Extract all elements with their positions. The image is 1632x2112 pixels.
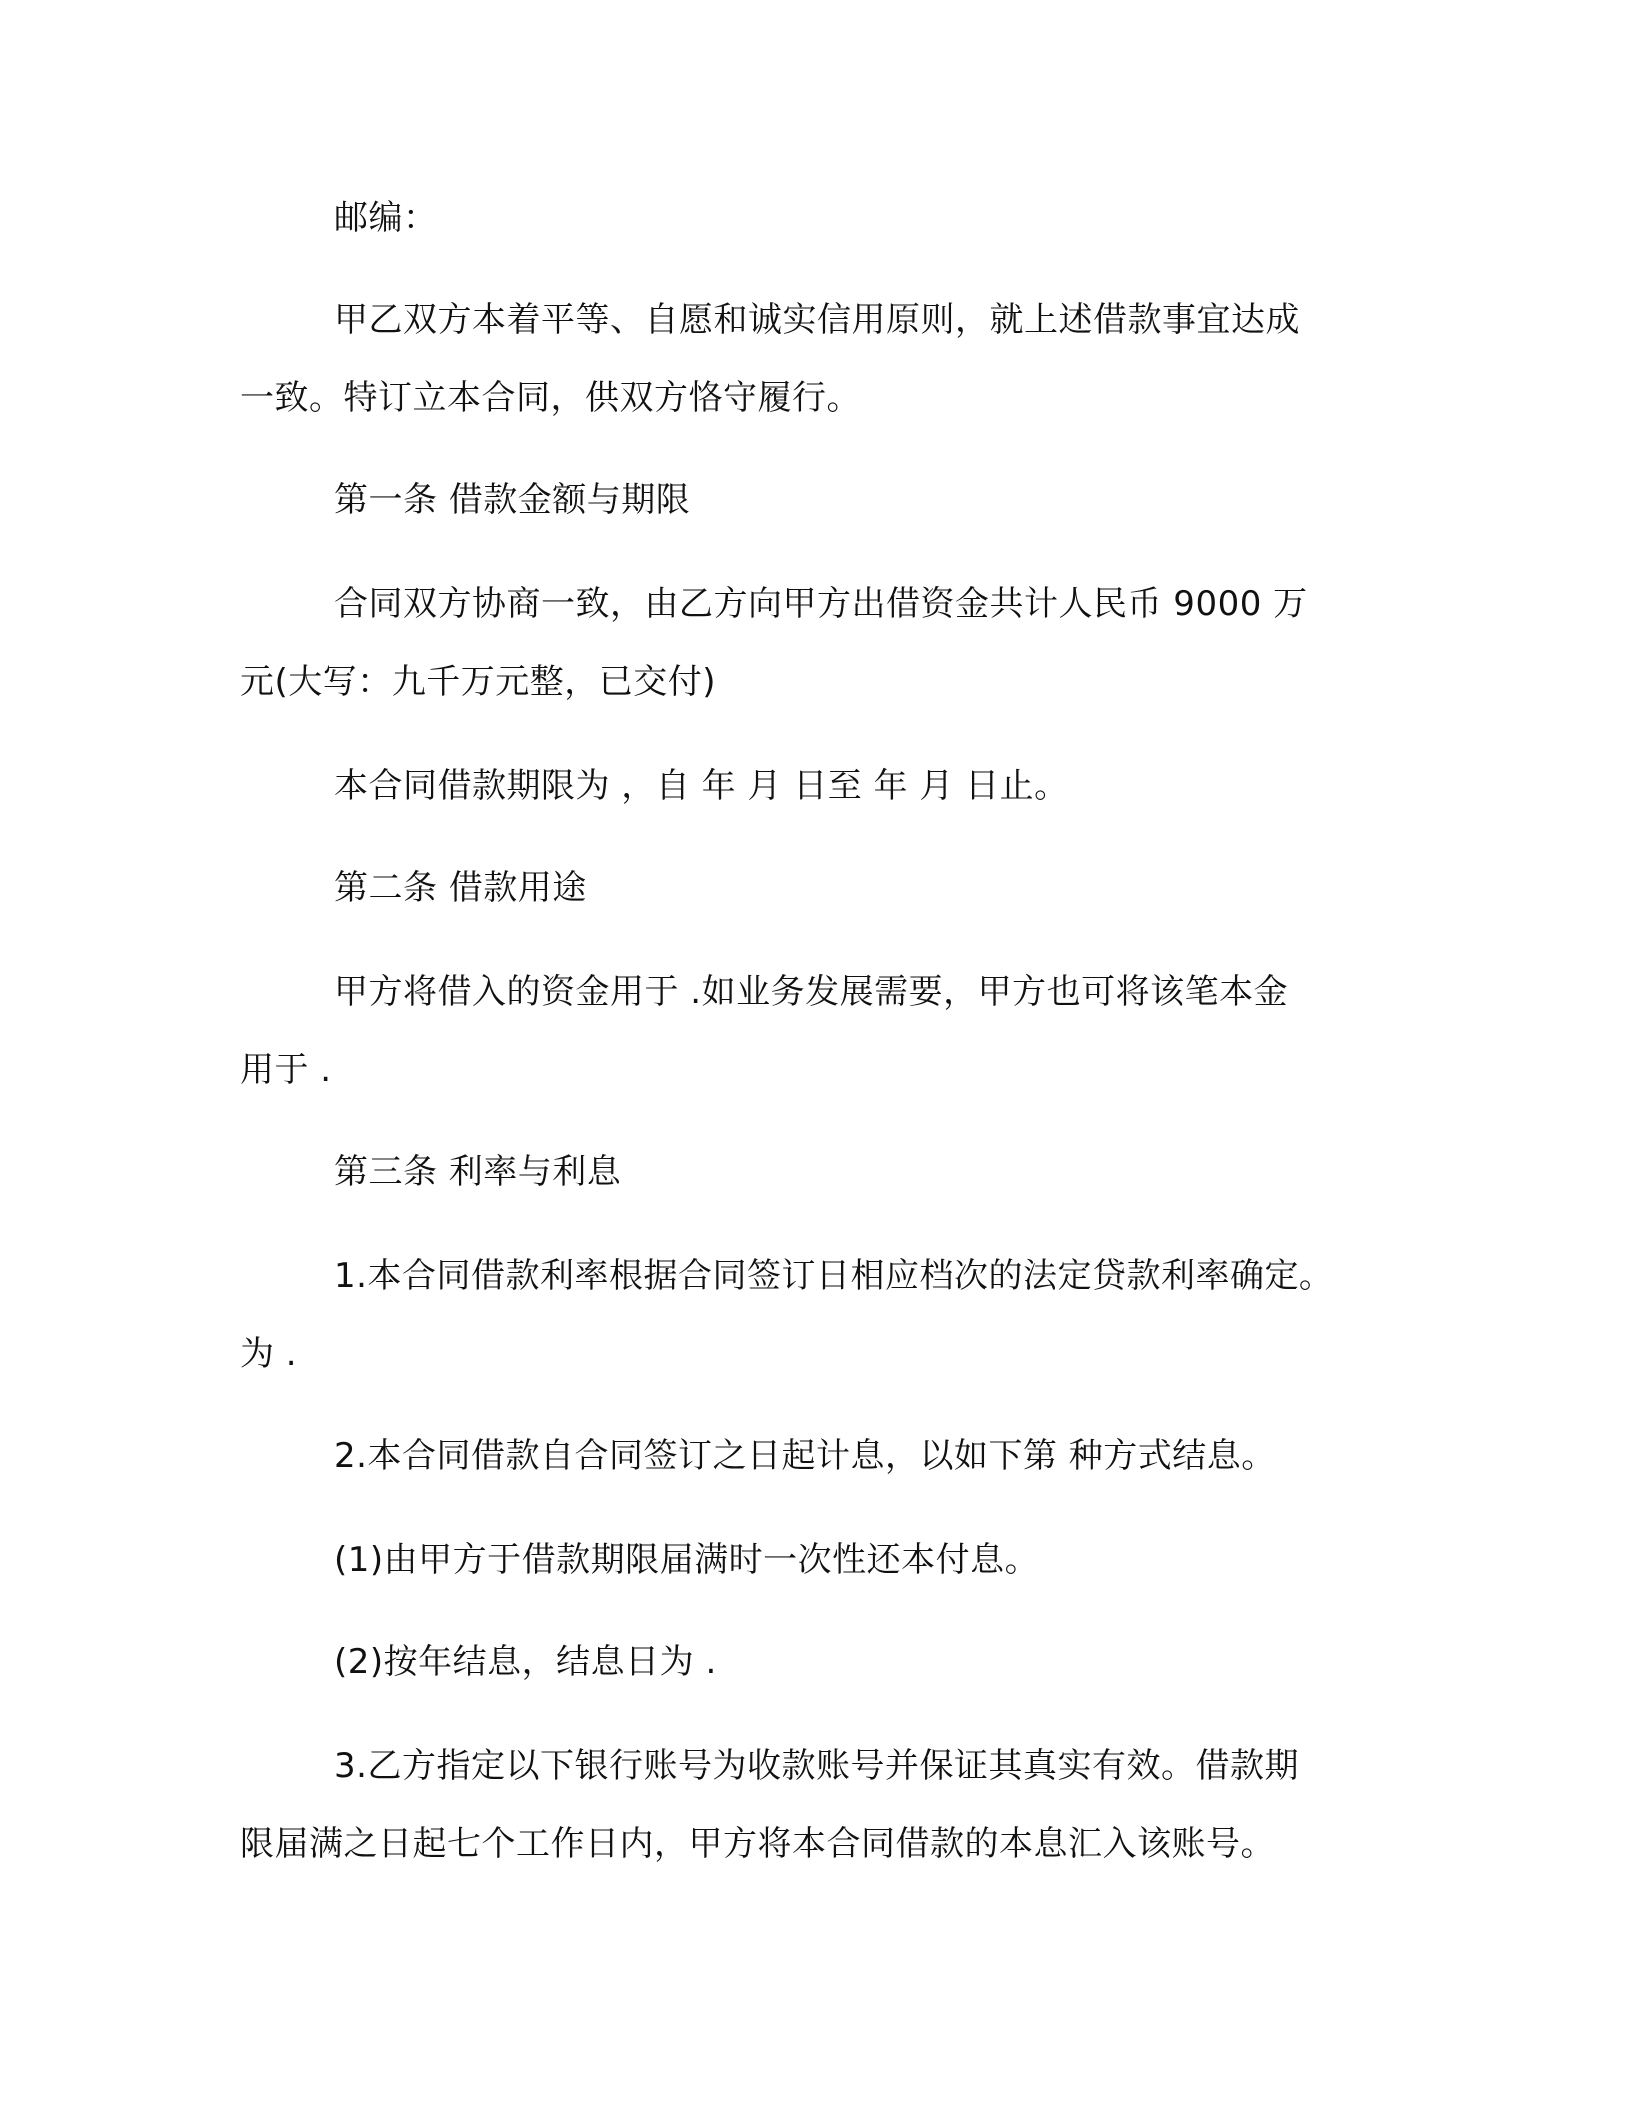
preamble-line-1: 甲乙双方本着平等、自愿和诚实信用原则，就上述借款事宜达成 xyxy=(334,300,1300,340)
article-2-purpose-line-1: 甲方将借入的资金用于 .如业务发展需要，甲方也可将该笔本金 xyxy=(334,972,1289,1012)
article-1-term: 本合同借款期限为 ，自 年 月 日至 年 月 日止。 xyxy=(334,766,1069,806)
article-3-item-3-line-1: 3.乙方指定以下银行账号为收款账号并保证其真实有效。借款期 xyxy=(334,1746,1299,1786)
article-3-item-2: 2.本合同借款自合同签订之日起计息，以如下第 种方式结息。 xyxy=(334,1436,1276,1476)
article-1-heading: 第一条 借款金额与期限 xyxy=(334,480,691,520)
article-3-option-1: (1)由甲方于借款期限届满时一次性还本付息。 xyxy=(334,1540,1040,1580)
article-3-item-3-line-2: 限届满之日起七个工作日内，甲方将本合同借款的本息汇入该账号。 xyxy=(240,1824,1275,1864)
postcode-label: 邮编： xyxy=(334,198,438,238)
article-1-amount-line-2: 元(大写：九千万元整，已交付) xyxy=(240,662,717,702)
article-2-purpose-line-2: 用于 . xyxy=(240,1050,332,1090)
article-1-amount-line-1: 合同双方协商一致，由乙方向甲方出借资金共计人民币 9000 万 xyxy=(334,584,1308,624)
article-3-item-1-line-2: 为 . xyxy=(240,1334,298,1374)
article-3-item-1-line-1: 1.本合同借款利率根据合同签订日相应档次的法定贷款利率确定。 xyxy=(334,1256,1334,1296)
article-3-option-2: (2)按年结息，结息日为 . xyxy=(334,1642,717,1682)
article-2-heading: 第二条 借款用途 xyxy=(334,868,587,908)
preamble-line-2: 一致。特订立本合同，供双方恪守履行。 xyxy=(240,378,861,418)
article-3-heading: 第三条 利率与利息 xyxy=(334,1152,622,1192)
